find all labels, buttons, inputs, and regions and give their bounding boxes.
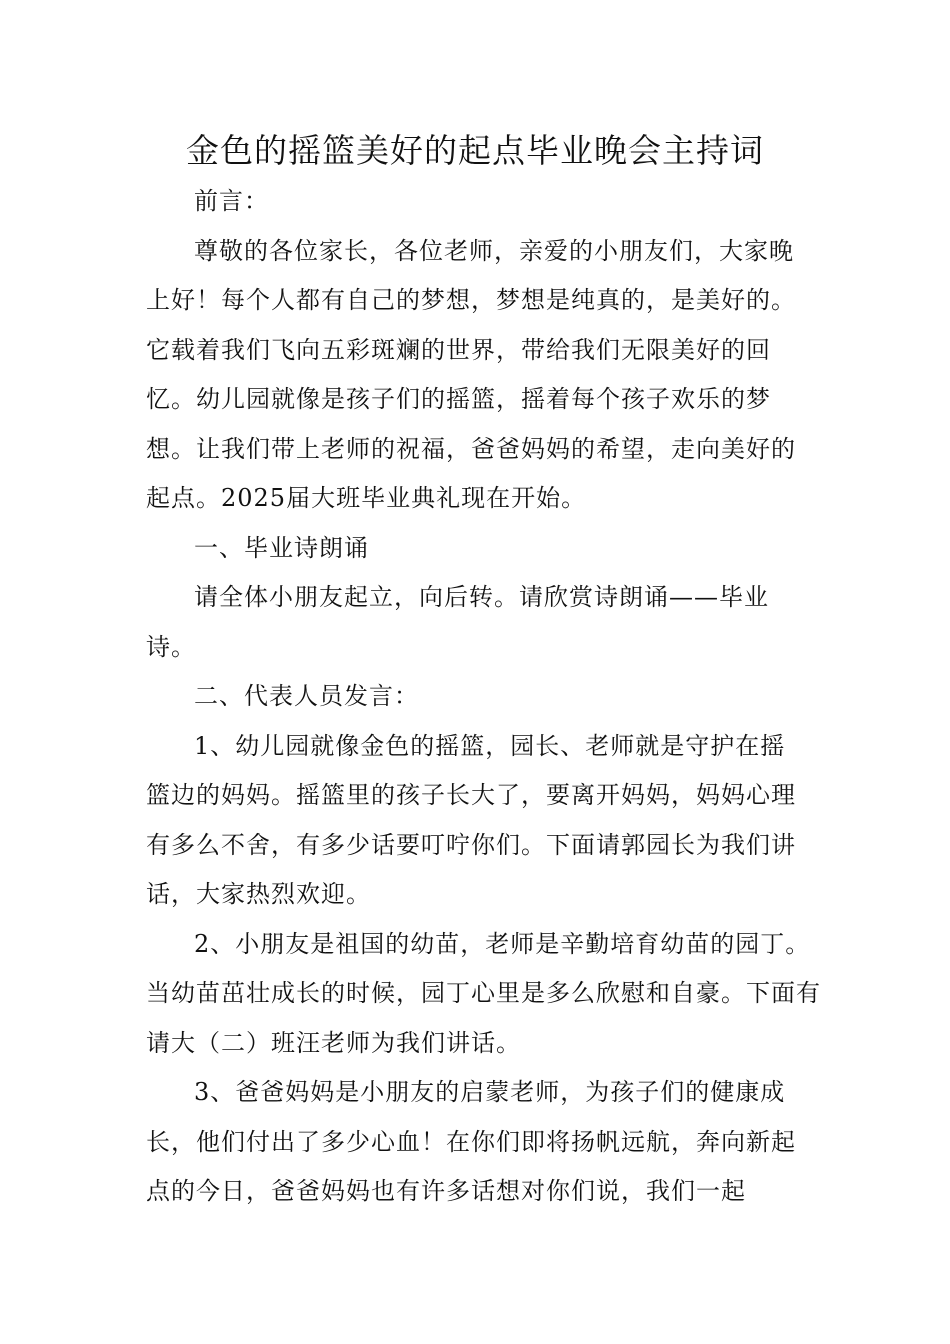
speech-paragraph-2: 2、小朋友是祖国的幼苗，老师是辛勤培育幼苗的园丁。当幼苗茁壮成长的时候，园丁心里是多么欣慰和自豪。下面有请大（二）班汪老师为我们讲话。 bbox=[146, 929, 821, 1057]
section-heading-speeches: 二、代表人员发言： bbox=[194, 682, 419, 710]
section-heading-poem: 一、毕业诗朗诵 bbox=[194, 533, 369, 562]
document-title: 金色的摇篮美好的起点毕业晚会主持词 bbox=[186, 131, 764, 170]
poem-paragraph: 请全体小朋友起立，向后转。请欣赏诗朗诵——毕业诗。 bbox=[146, 583, 769, 661]
speech-paragraph-3: 3、爸爸妈妈是小朋友的启蒙老师，为孩子们的健康成长，他们付出了多少心血！在你们即将扬帆远航，奔向新起点的今日，爸爸妈妈也有许多话想对你们说，我们一起 bbox=[146, 1078, 796, 1205]
speech-paragraph-1: 1、幼儿园就像金色的摇篮，园长、老师就是守护在摇篮边的妈妈。摇篮里的孩子长大了，要离开妈妈，妈妈心理有多么不舍，有多少话要叮咛你们。下面请郭园长为我们讲话，大家热烈欢迎。 bbox=[146, 731, 796, 908]
opening-paragraph: 尊敬的各位家长，各位老师，亲爱的小朋友们，大家晚上好！每个人都有自己的梦想，梦想是纯真的，是美好的。它载着我们飞向五彩斑斓的世界，带给我们无限美好的回忆。幼儿园就像是孩子们的摇篮，摇着每个孩子欢乐的梦想。让我们带上老师的祝福，爸爸妈妈的希望，走向美好的起点。2025届大班毕业典礼现在开始。 bbox=[146, 236, 796, 512]
document-body bbox=[146, 177, 821, 1217]
preface-label: 前言： bbox=[194, 187, 269, 215]
